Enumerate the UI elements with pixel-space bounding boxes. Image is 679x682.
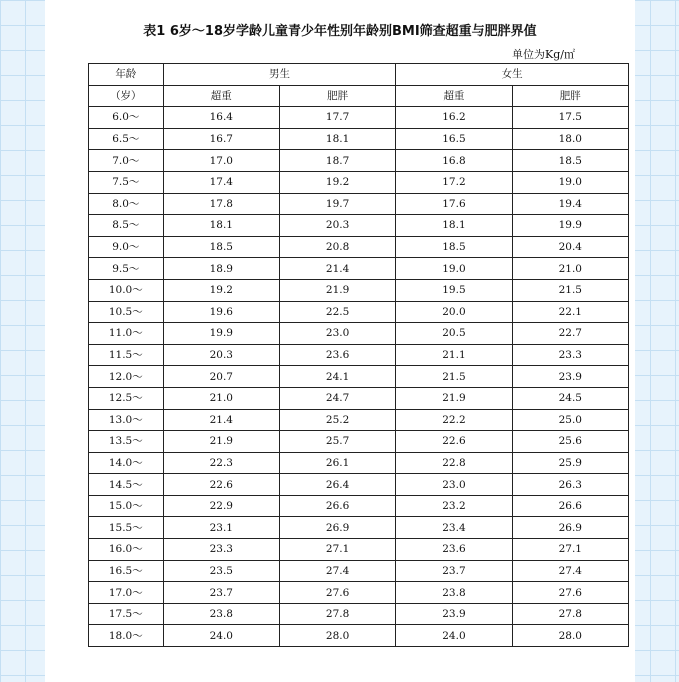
female-obese-header: 肥胖	[512, 85, 628, 107]
female-obese-cell: 17.5	[512, 107, 628, 129]
male-overweight-cell: 24.0	[163, 625, 279, 647]
age-cell: 6.0～	[89, 107, 164, 129]
female-overweight-cell: 20.0	[396, 301, 512, 323]
male-overweight-cell: 23.1	[163, 517, 279, 539]
age-cell: 17.0～	[89, 582, 164, 604]
male-overweight-cell: 17.4	[163, 171, 279, 193]
age-cell: 7.5～	[89, 171, 164, 193]
table-row	[89, 366, 629, 388]
male-obese-cell: 24.1	[279, 366, 395, 388]
female-overweight-cell: 16.8	[396, 150, 512, 172]
female-obese-cell: 27.6	[512, 582, 628, 604]
female-overweight-header: 超重	[396, 85, 512, 107]
age-cell: 10.0～	[89, 279, 164, 301]
female-overweight-cell: 18.5	[396, 236, 512, 258]
female-obese-cell: 20.4	[512, 236, 628, 258]
table-row	[89, 236, 629, 258]
female-obese-cell: 25.6	[512, 431, 628, 453]
female-overweight-cell: 17.2	[396, 171, 512, 193]
age-cell: 8.5～	[89, 215, 164, 237]
age-cell: 15.5～	[89, 517, 164, 539]
male-overweight-cell: 19.9	[163, 323, 279, 345]
age-cell: 18.0～	[89, 625, 164, 647]
male-obese-cell: 22.5	[279, 301, 395, 323]
table-row	[89, 539, 629, 561]
age-header: 年龄	[89, 64, 164, 86]
male-obese-cell: 26.9	[279, 517, 395, 539]
female-obese-cell: 22.1	[512, 301, 628, 323]
female-overweight-cell: 21.1	[396, 344, 512, 366]
female-overweight-cell: 16.5	[396, 128, 512, 150]
female-overweight-cell: 16.2	[396, 107, 512, 129]
table-row	[89, 279, 629, 301]
age-cell: 11.0～	[89, 323, 164, 345]
male-obese-cell: 20.3	[279, 215, 395, 237]
male-overweight-cell: 17.0	[163, 150, 279, 172]
male-overweight-cell: 22.3	[163, 452, 279, 474]
female-overweight-cell: 22.6	[396, 431, 512, 453]
table-row	[89, 387, 629, 409]
age-cell: 8.0～	[89, 193, 164, 215]
table-row	[89, 517, 629, 539]
table-row	[89, 582, 629, 604]
female-obese-cell: 28.0	[512, 625, 628, 647]
male-overweight-cell: 18.5	[163, 236, 279, 258]
male-obese-cell: 27.4	[279, 560, 395, 582]
table-row	[89, 495, 629, 517]
female-obese-cell: 26.3	[512, 474, 628, 496]
female-overweight-cell: 23.9	[396, 603, 512, 625]
male-overweight-cell: 19.6	[163, 301, 279, 323]
table-row	[89, 409, 629, 431]
table-row	[89, 193, 629, 215]
male-overweight-cell: 20.3	[163, 344, 279, 366]
female-obese-cell: 25.9	[512, 452, 628, 474]
header-row-1	[89, 64, 629, 86]
female-overweight-cell: 19.0	[396, 258, 512, 280]
male-obese-header: 肥胖	[279, 85, 395, 107]
male-overweight-cell: 20.7	[163, 366, 279, 388]
table-row	[89, 474, 629, 496]
male-obese-cell: 23.0	[279, 323, 395, 345]
male-overweight-cell: 22.9	[163, 495, 279, 517]
female-overweight-cell: 19.5	[396, 279, 512, 301]
table-row	[89, 431, 629, 453]
male-obese-cell: 17.7	[279, 107, 395, 129]
male-obese-cell: 24.7	[279, 387, 395, 409]
male-header: 男生	[163, 64, 396, 86]
female-overweight-cell: 22.2	[396, 409, 512, 431]
female-obese-cell: 27.8	[512, 603, 628, 625]
age-cell: 9.0～	[89, 236, 164, 258]
female-overweight-cell: 23.2	[396, 495, 512, 517]
table-row	[89, 603, 629, 625]
age-cell: 12.5～	[89, 387, 164, 409]
document-page	[45, 0, 635, 682]
female-obese-cell: 19.4	[512, 193, 628, 215]
age-cell: 16.0～	[89, 539, 164, 561]
female-obese-cell: 26.9	[512, 517, 628, 539]
table-row	[89, 452, 629, 474]
age-cell: 7.0～	[89, 150, 164, 172]
age-cell: 16.5～	[89, 560, 164, 582]
female-obese-cell: 22.7	[512, 323, 628, 345]
female-overweight-cell: 22.8	[396, 452, 512, 474]
female-obese-cell: 23.3	[512, 344, 628, 366]
male-obese-cell: 28.0	[279, 625, 395, 647]
male-obese-cell: 21.9	[279, 279, 395, 301]
female-obese-cell: 23.9	[512, 366, 628, 388]
male-obese-cell: 19.2	[279, 171, 395, 193]
female-overweight-cell: 21.9	[396, 387, 512, 409]
age-cell: 14.0～	[89, 452, 164, 474]
male-obese-cell: 18.1	[279, 128, 395, 150]
table-row	[89, 171, 629, 193]
unit-label: 单位为Kg/㎡	[512, 48, 575, 61]
male-obese-cell: 27.1	[279, 539, 395, 561]
female-overweight-cell: 18.1	[396, 215, 512, 237]
male-obese-cell: 25.2	[279, 409, 395, 431]
male-overweight-cell: 18.1	[163, 215, 279, 237]
age-cell: 14.5～	[89, 474, 164, 496]
table-row	[89, 258, 629, 280]
male-obese-cell: 27.8	[279, 603, 395, 625]
female-overweight-cell: 23.0	[396, 474, 512, 496]
male-overweight-cell: 17.8	[163, 193, 279, 215]
female-obese-cell: 21.5	[512, 279, 628, 301]
header-row-2	[89, 85, 629, 107]
female-obese-cell: 26.6	[512, 495, 628, 517]
female-overweight-cell: 24.0	[396, 625, 512, 647]
male-overweight-cell: 21.0	[163, 387, 279, 409]
male-obese-cell: 26.6	[279, 495, 395, 517]
female-overweight-cell: 23.4	[396, 517, 512, 539]
age-cell: 10.5～	[89, 301, 164, 323]
female-obese-cell: 19.0	[512, 171, 628, 193]
male-obese-cell: 19.7	[279, 193, 395, 215]
age-cell: 11.5～	[89, 344, 164, 366]
female-overweight-cell: 17.6	[396, 193, 512, 215]
male-overweight-cell: 23.3	[163, 539, 279, 561]
male-overweight-cell: 19.2	[163, 279, 279, 301]
table-row	[89, 150, 629, 172]
male-obese-cell: 27.6	[279, 582, 395, 604]
table-row	[89, 560, 629, 582]
table-body	[89, 107, 629, 647]
female-overweight-cell: 21.5	[396, 366, 512, 388]
table-row	[89, 625, 629, 647]
male-overweight-cell: 22.6	[163, 474, 279, 496]
male-overweight-cell: 23.5	[163, 560, 279, 582]
male-overweight-cell: 21.9	[163, 431, 279, 453]
male-obese-cell: 18.7	[279, 150, 395, 172]
age-cell: 9.5～	[89, 258, 164, 280]
table-row	[89, 215, 629, 237]
age-cell: 15.0～	[89, 495, 164, 517]
age-cell: 12.0～	[89, 366, 164, 388]
table-row	[89, 323, 629, 345]
male-overweight-cell: 21.4	[163, 409, 279, 431]
age-cell: 17.5～	[89, 603, 164, 625]
table-row	[89, 107, 629, 129]
bmi-table	[88, 63, 629, 647]
male-obese-cell: 25.7	[279, 431, 395, 453]
age-unit-header: （岁）	[89, 85, 164, 107]
male-overweight-header: 超重	[163, 85, 279, 107]
male-obese-cell: 21.4	[279, 258, 395, 280]
female-overweight-cell: 20.5	[396, 323, 512, 345]
age-cell: 13.5～	[89, 431, 164, 453]
table-title: 表1 6岁～18岁学龄儿童青少年性别年龄别BMI筛查超重与肥胖界值	[143, 24, 537, 39]
female-obese-cell: 18.0	[512, 128, 628, 150]
female-overweight-cell: 23.7	[396, 560, 512, 582]
female-obese-cell: 19.9	[512, 215, 628, 237]
female-obese-cell: 25.0	[512, 409, 628, 431]
female-overweight-cell: 23.8	[396, 582, 512, 604]
male-obese-cell: 26.1	[279, 452, 395, 474]
female-obese-cell: 21.0	[512, 258, 628, 280]
female-obese-cell: 27.4	[512, 560, 628, 582]
male-obese-cell: 23.6	[279, 344, 395, 366]
male-obese-cell: 26.4	[279, 474, 395, 496]
female-obese-cell: 18.5	[512, 150, 628, 172]
table-row	[89, 128, 629, 150]
male-overweight-cell: 23.7	[163, 582, 279, 604]
table-row	[89, 301, 629, 323]
age-cell: 13.0～	[89, 409, 164, 431]
male-overweight-cell: 16.4	[163, 107, 279, 129]
female-header: 女生	[396, 64, 629, 86]
table-row	[89, 344, 629, 366]
female-obese-cell: 24.5	[512, 387, 628, 409]
male-obese-cell: 20.8	[279, 236, 395, 258]
male-overweight-cell: 23.8	[163, 603, 279, 625]
male-overweight-cell: 16.7	[163, 128, 279, 150]
female-obese-cell: 27.1	[512, 539, 628, 561]
female-overweight-cell: 23.6	[396, 539, 512, 561]
age-cell: 6.5～	[89, 128, 164, 150]
male-overweight-cell: 18.9	[163, 258, 279, 280]
